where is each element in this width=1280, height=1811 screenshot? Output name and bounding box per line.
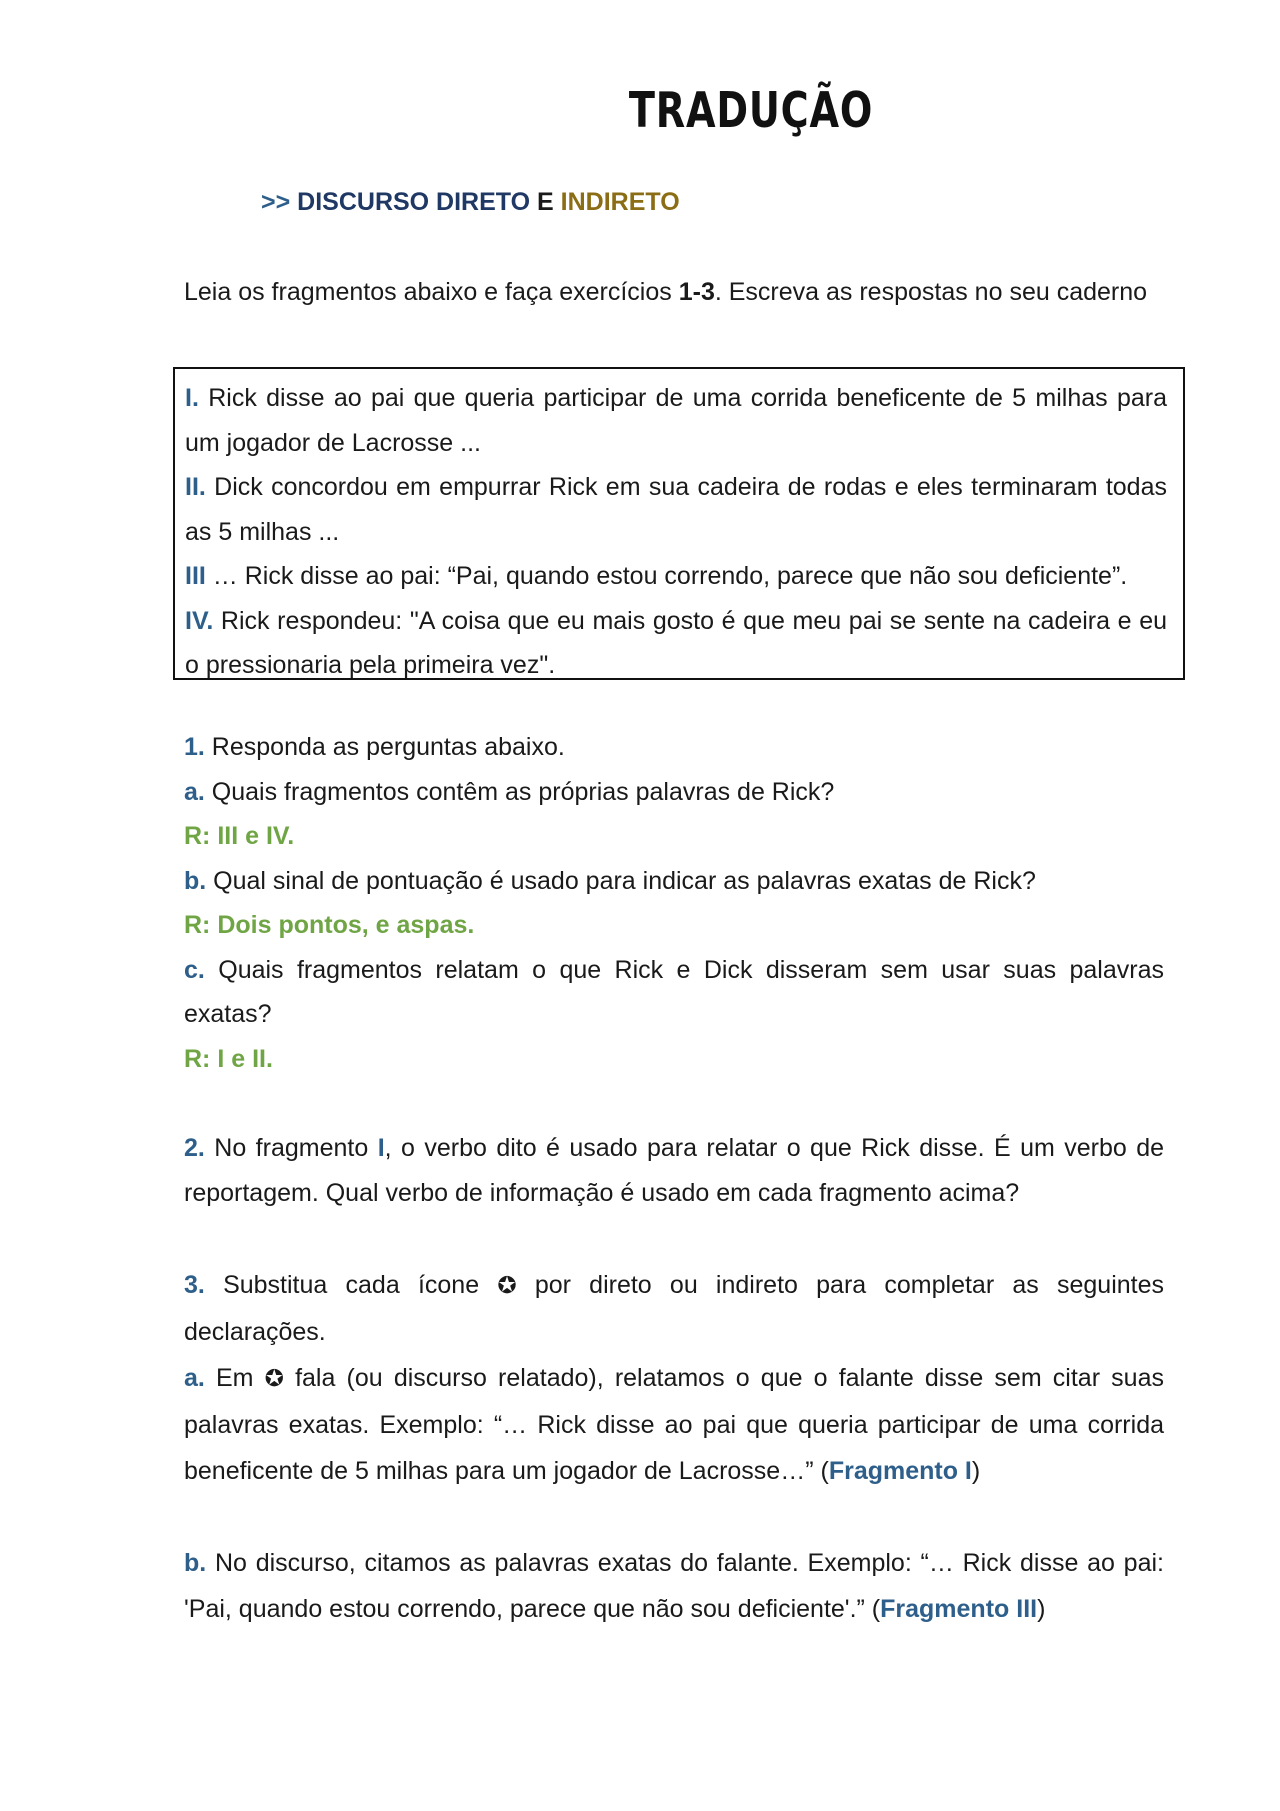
statement-text-end: fala (ou discurso relatado), relatamos o que o falante disse sem citar suas palavras exatas. Exemplo: “… Rick disse ao pai que queria participar de uma corrida beneficente de 5 milhas para um jogador de Lacrosse…” ( bbox=[184, 1364, 1164, 1485]
heading-conjunction: E bbox=[537, 188, 554, 216]
question-1a bbox=[184, 770, 1164, 815]
question-text-end: , o verbo dito é usado para relatar o que Rick disse. É um verbo de reportagem. Qual verbo de informação é usado em cada fragmento acima? bbox=[184, 1134, 1165, 1207]
fragment-text: Rick disse ao pai que queria participar de uma corrida beneficente de 5 milhas para um jogador de Lacrosse ... bbox=[185, 384, 1167, 457]
fragment-reference: Fragmento I bbox=[828, 1457, 972, 1485]
item-label: b. bbox=[184, 1548, 207, 1577]
item-label: b. bbox=[184, 866, 207, 895]
questions bbox=[184, 725, 1164, 1633]
statement-3b bbox=[184, 1540, 1164, 1633]
question-text-start: Substitua cada ícone bbox=[204, 1271, 498, 1299]
instructions-range: 1-3 bbox=[678, 278, 715, 306]
question-text-start: No fragmento bbox=[204, 1134, 378, 1162]
star-icon: ✪ bbox=[264, 1365, 284, 1391]
spacer bbox=[184, 1081, 1164, 1126]
page-title: TRADUÇÃO bbox=[628, 82, 874, 139]
fragment-text: Rick respondeu: "A coisa que eu mais gosto é que meu pai se sente na cadeira e eu o pressionaria pela primeira vez". bbox=[185, 606, 1167, 679]
heading-arrow: >> bbox=[261, 188, 291, 216]
answer-1b: R: Dois pontos, e aspas. bbox=[184, 911, 475, 939]
question-3-block bbox=[184, 1262, 1164, 1633]
spacer bbox=[184, 1215, 1164, 1262]
item-label: a. bbox=[184, 777, 205, 806]
heading-direct: DISCURSO DIRETO bbox=[297, 188, 531, 216]
fragment-4 bbox=[185, 599, 1167, 688]
question-number: 3. bbox=[184, 1271, 205, 1299]
statement-close: ) bbox=[1037, 1595, 1046, 1623]
spacer bbox=[184, 1495, 1164, 1540]
fragment-text: … Rick disse ao pai: “Pai, quando estou correndo, parece que não sou deficiente”. bbox=[205, 562, 1128, 590]
question-1 bbox=[184, 725, 1164, 770]
statement-3a bbox=[184, 1355, 1164, 1495]
question-1c bbox=[184, 948, 1164, 1037]
heading-indirect: INDIRETO bbox=[560, 188, 680, 216]
question-2 bbox=[184, 1126, 1164, 1215]
fragment-label: III bbox=[185, 562, 206, 590]
question-number: 1. bbox=[184, 733, 205, 761]
question-text: Responda as perguntas abaixo. bbox=[204, 733, 565, 761]
question-number: 2. bbox=[184, 1134, 205, 1162]
question-3 bbox=[184, 1262, 1164, 1355]
section-heading bbox=[261, 188, 680, 217]
item-label: a. bbox=[184, 1364, 205, 1392]
statement-text: No discurso, citamos as palavras exatas do falante. Exemplo: “… Rick disse ao pai: 'Pai, quando estou correndo, parece que não sou deficiente'.” ( bbox=[184, 1548, 1164, 1623]
answer-1c: R: I e II. bbox=[184, 1044, 273, 1073]
fragment-label: II. bbox=[185, 473, 206, 501]
item-text: Qual sinal de pontuação é usado para indicar as palavras exatas de Rick? bbox=[206, 866, 1036, 895]
instructions-start: Leia os fragmentos abaixo e faça exercícios bbox=[184, 278, 679, 306]
statement-close: ) bbox=[971, 1457, 981, 1485]
fragment-label: I. bbox=[185, 384, 199, 412]
fragment-text: Dick concordou em empurrar Rick em sua cadeira de rodas e eles terminaram todas as 5 milhas ... bbox=[185, 473, 1167, 546]
answer-1a: R: III e IV. bbox=[184, 822, 295, 850]
fragment-label: IV. bbox=[185, 606, 214, 635]
star-icon: ✪ bbox=[497, 1272, 517, 1298]
item-text: Quais fragmentos relatam o que Rick e Dick disseram sem usar suas palavras exatas? bbox=[184, 955, 1164, 1028]
instructions-end: . Escreva as respostas no seu caderno bbox=[714, 278, 1148, 306]
fragment-1 bbox=[185, 376, 1167, 465]
statement-text-start: Em bbox=[204, 1364, 265, 1392]
fragment-3 bbox=[185, 554, 1167, 599]
item-text: Quais fragmentos contêm as próprias palavras de Rick? bbox=[204, 777, 835, 806]
instructions bbox=[184, 278, 1164, 307]
question-text-end: por direto ou indireto para completar as seguintes declarações. bbox=[184, 1271, 1165, 1346]
fragment-2 bbox=[185, 465, 1167, 554]
fragment-reference: I bbox=[377, 1134, 385, 1162]
question-1b bbox=[184, 859, 1164, 904]
fragments-box bbox=[173, 367, 1185, 680]
item-label: c. bbox=[184, 955, 205, 984]
fragment-reference: Fragmento III bbox=[880, 1595, 1038, 1623]
